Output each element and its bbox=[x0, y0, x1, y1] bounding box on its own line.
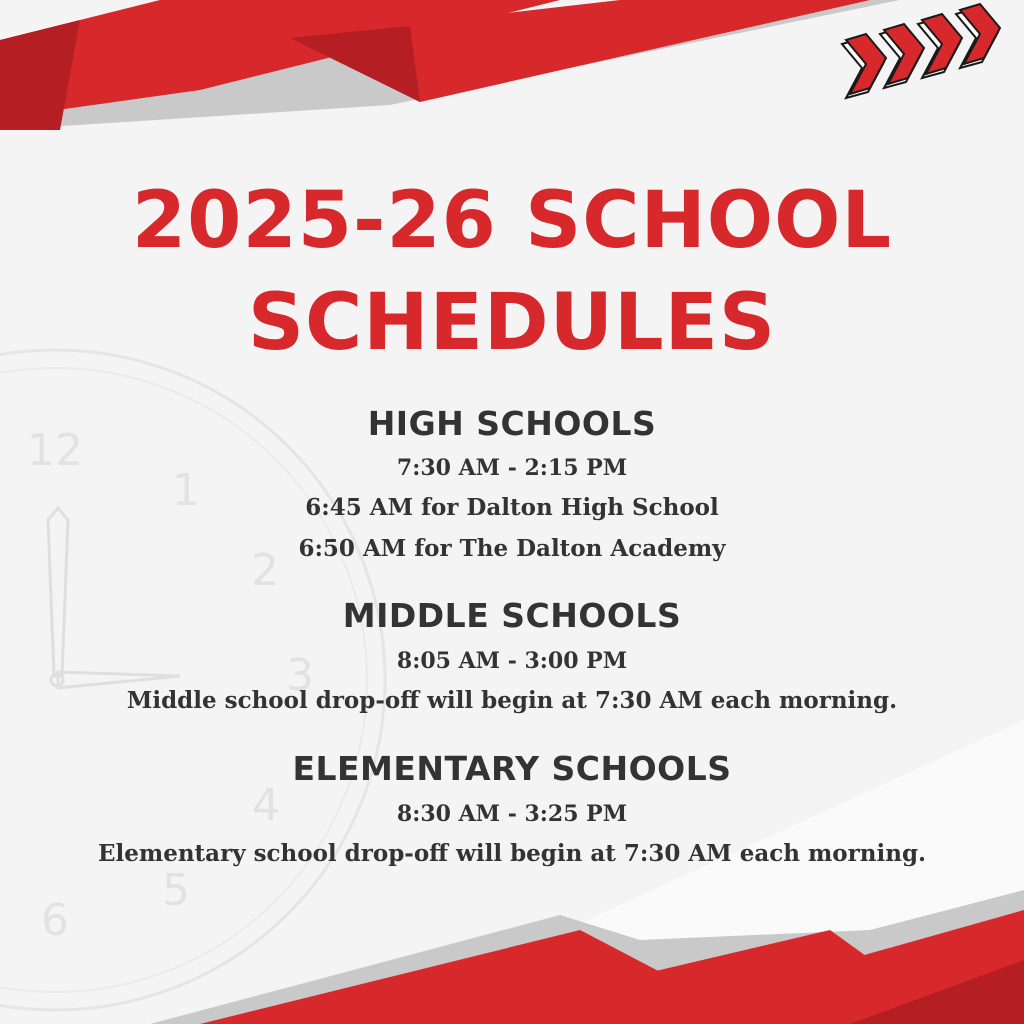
clock-number-6: 6 bbox=[41, 895, 69, 946]
elementary-schools-hours: 8:30 AM - 3:25 PM bbox=[396, 801, 628, 827]
high-schools-hours: 7:30 AM - 2:15 PM bbox=[396, 455, 628, 481]
middle-schools-heading: MIDDLE SCHOOLS bbox=[342, 596, 682, 635]
high-schools-note-1: 6:45 AM for Dalton High School bbox=[305, 494, 719, 521]
clock-number-3: 3 bbox=[286, 650, 314, 701]
middle-schools-note: Middle school drop-off will begin at 7:30 AM each morning. bbox=[126, 687, 898, 714]
clock-number-5: 5 bbox=[162, 865, 190, 916]
elementary-schools-note: Elementary school drop-off will begin at 7:30 AM each morning. bbox=[97, 840, 927, 867]
clock-number-12: 12 bbox=[27, 425, 83, 476]
high-schools-heading: HIGH SCHOOLS bbox=[367, 404, 657, 443]
page-title-line-1: 2025-26 SCHOOL bbox=[131, 176, 893, 266]
middle-schools-hours: 8:05 AM - 3:00 PM bbox=[396, 648, 628, 674]
elementary-schools-heading: ELEMENTARY SCHOOLS bbox=[292, 749, 732, 788]
page-title-line-2: SCHEDULES bbox=[247, 278, 777, 368]
clock-number-2: 2 bbox=[251, 545, 279, 596]
clock-number-4: 4 bbox=[252, 780, 280, 831]
high-schools-note-2: 6:50 AM for The Dalton Academy bbox=[298, 535, 726, 562]
clock-number-1: 1 bbox=[172, 465, 200, 516]
